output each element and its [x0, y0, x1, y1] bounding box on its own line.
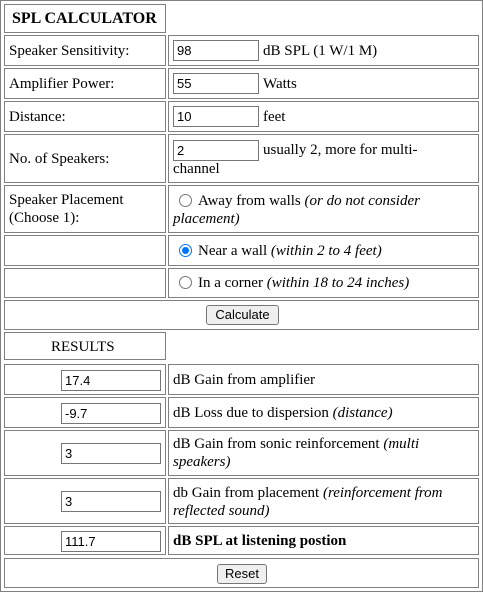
- result-value-cell-total: [4, 526, 166, 555]
- placement-away-text: Away from walls: [198, 193, 301, 209]
- result-placement-note-line2: reflected sound): [173, 503, 270, 519]
- placement-away-note-line1: (or do not consider: [304, 193, 420, 209]
- result-sonic-note-line2: speakers): [173, 454, 231, 470]
- power-label: Amplifier Power:: [9, 76, 115, 92]
- sensitivity-label-cell: [4, 35, 166, 66]
- result-value-cell-placement: [4, 478, 166, 524]
- placement-corner-text: In a corner: [198, 275, 263, 291]
- reset-button[interactable]: Reset: [217, 564, 267, 584]
- result-total-spl-output[interactable]: [61, 531, 161, 552]
- speakers-unit-line2: channel: [173, 161, 220, 177]
- result-dispersion-note: (distance): [332, 405, 393, 421]
- result-dispersion-desc-text: dB Loss due to dispersion: [173, 405, 329, 421]
- distance-label-cell: [4, 101, 166, 132]
- result-desc-cell-amplifier: [168, 364, 479, 395]
- result-placement-note-line1: (reinforcement from: [322, 485, 443, 501]
- title-cell: [4, 4, 166, 33]
- sensitivity-label: Speaker Sensitivity:: [9, 43, 130, 59]
- calculate-button[interactable]: Calculate: [206, 305, 279, 325]
- sensitivity-unit: dB SPL (1 W/1 M): [263, 43, 378, 59]
- distance-label: Distance:: [9, 109, 66, 125]
- distance-unit: feet: [263, 109, 286, 125]
- power-label-cell: [4, 68, 166, 99]
- distance-input-cell: [168, 101, 479, 132]
- placement-option-wall-cell: [168, 235, 479, 266]
- placement-option-corner-cell: [168, 268, 479, 298]
- result-sonic-gain-output[interactable]: [61, 443, 161, 464]
- result-dispersion-loss-output[interactable]: [61, 403, 161, 424]
- placement-wall-label: [198, 242, 382, 260]
- reset-cell: [4, 558, 479, 588]
- results-header: RESULTS: [51, 339, 115, 355]
- result-placement-gain-output[interactable]: [61, 491, 161, 512]
- placement-wall-text: Near a wall: [198, 243, 268, 259]
- placement-wall-radio[interactable]: [179, 244, 192, 257]
- sensitivity-input-cell: [168, 35, 479, 66]
- power-input[interactable]: [173, 73, 259, 94]
- placement-option-away-cell: [168, 185, 479, 233]
- result-dispersion-desc: [173, 404, 393, 422]
- placement-away-radio[interactable]: [179, 194, 192, 207]
- result-value-cell-sonic: [4, 430, 166, 476]
- placement-label-line1: Speaker Placement: [9, 192, 124, 208]
- power-input-cell: [168, 68, 479, 99]
- results-header-cell: [4, 332, 166, 360]
- result-desc-cell-placement: [168, 478, 479, 524]
- speakers-input[interactable]: [173, 140, 259, 161]
- result-desc-cell-dispersion: [168, 397, 479, 428]
- placement-corner-label: [198, 274, 409, 292]
- placement-away-label: [198, 192, 420, 210]
- result-desc-cell-sonic: [168, 430, 479, 476]
- power-unit: Watts: [263, 76, 297, 92]
- placement-empty-cell-2: [4, 268, 166, 298]
- result-total-desc: dB SPL at listening postion: [173, 533, 347, 549]
- result-amplifier-desc: dB Gain from amplifier: [173, 372, 316, 388]
- placement-wall-note: (within 2 to 4 feet): [270, 243, 382, 259]
- placement-empty-cell-1: [4, 235, 166, 266]
- speakers-input-cell: [168, 134, 479, 183]
- result-amplifier-gain-output[interactable]: [61, 370, 161, 391]
- result-value-cell-dispersion: [4, 397, 166, 428]
- placement-label-cell: [4, 185, 166, 233]
- distance-input[interactable]: [173, 106, 259, 127]
- result-placement-desc-text: db Gain from placement: [173, 485, 320, 501]
- result-desc-cell-total: [168, 526, 479, 555]
- result-sonic-desc-text: dB Gain from sonic reinforcement: [173, 436, 380, 452]
- placement-corner-radio[interactable]: [179, 276, 192, 289]
- placement-away-note-line2: placement): [173, 211, 240, 227]
- speakers-label-cell: [4, 134, 166, 183]
- result-value-cell-amplifier: [4, 364, 166, 395]
- result-placement-desc: [173, 484, 443, 502]
- result-sonic-desc: [173, 435, 419, 453]
- page-title: SPL CALCULATOR: [12, 10, 157, 27]
- placement-corner-note: (within 18 to 24 inches): [266, 275, 410, 291]
- speakers-unit-line1: usually 2, more for multi-: [263, 142, 418, 158]
- calculate-cell: [4, 300, 479, 330]
- speakers-label: No. of Speakers:: [9, 151, 110, 167]
- result-sonic-note-line1: (multi: [383, 436, 420, 452]
- sensitivity-input[interactable]: [173, 40, 259, 61]
- placement-label-line2: (Choose 1):: [9, 210, 80, 226]
